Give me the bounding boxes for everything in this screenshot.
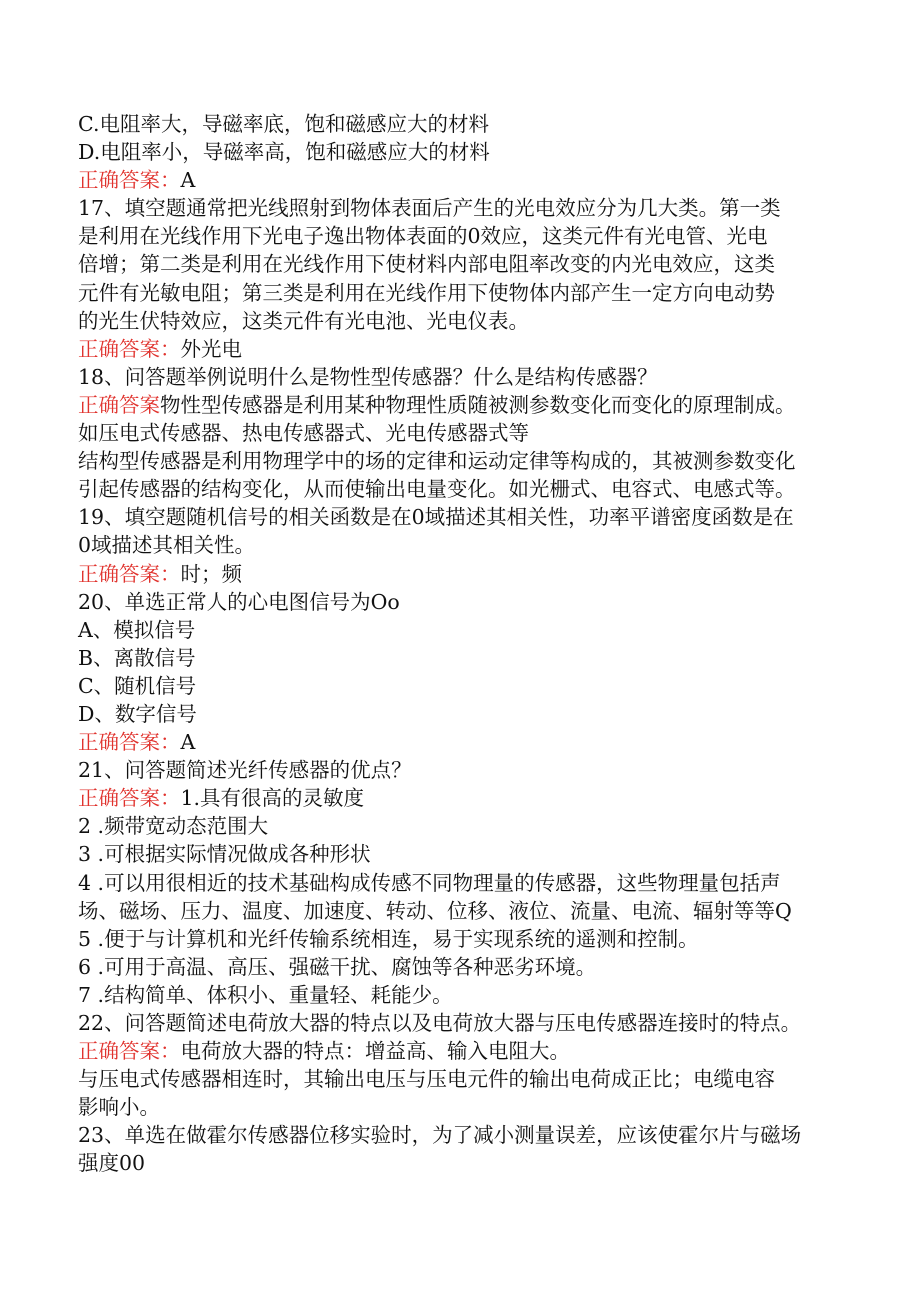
text-line: 19、填空题随机信号的相关函数是在0域描述其相关性，功率平谱密度函数是在	[78, 505, 794, 530]
text-line: 倍增；第二类是利用在光线作用下使材料内部电阻率改变的内光电效应，这类	[78, 252, 775, 277]
answer-label: 正确答案：	[78, 1039, 181, 1064]
text-line: 21、问答题简述光纤传感器的优点？	[78, 758, 412, 783]
text-line: B、离散信号	[78, 645, 196, 670]
text-line: 结构型传感器是利用物理学中的场的定律和运动定律等构成的，其被测参数变化	[78, 449, 796, 474]
text-line: 与压电式传感器相连时，其输出电压与压电元件的输出电荷成正比；电缆电容	[78, 1067, 775, 1092]
text-line: 的光生伏特效应，这类元件有光电池、光电仪表。	[78, 308, 529, 333]
text-line: 如压电式传感器、热电传感器式、光电传感器式等	[78, 421, 529, 446]
answer-text: 电荷放大器的特点：增益高、输入电阻大。	[180, 1039, 570, 1064]
answer-label: 正确答案	[78, 392, 160, 417]
document-body	[78, 110, 898, 1178]
text-line: A、模拟信号	[78, 617, 196, 642]
text-line: 5 .便于与计算机和光纤传输系统相连，易于实现系统的遥测和控制。	[78, 926, 699, 951]
text-line: 4 .可以用很相近的技术基础构成传感不同物理量的传感器，这些物理量包括声	[78, 870, 781, 895]
text-line: 3 .可根据实际情况做成各种形状	[78, 842, 371, 867]
text-line: 强度00	[78, 1151, 146, 1176]
answer-line	[78, 784, 898, 812]
answer-line	[78, 560, 898, 588]
text-line: 影响小。	[78, 1095, 160, 1120]
text-line: 2 .频带宽动态范围大	[78, 814, 269, 839]
text-line: C、随机信号	[78, 673, 197, 698]
answer-line	[78, 391, 898, 419]
text-line: 17、填空题通常把光线照射到物体表面后产生的光电效应分为几大类。第一类	[78, 196, 781, 221]
text-line: 场、磁场、压力、温度、加速度、转动、位移、液位、流量、电流、辐射等等Q	[78, 898, 792, 923]
text-line: D、数字信号	[78, 701, 197, 726]
text-line: 0域描述其相关性。	[78, 533, 256, 558]
answer-label: 正确答案：	[78, 561, 181, 586]
answer-text: 物性型传感器是利用某种物理性质随被测参数变化而变化的原理制成。	[160, 392, 796, 417]
answer-text: A	[180, 168, 196, 193]
text-line: 6 .可用于高温、高压、强磁干扰、腐蚀等各种恶劣环境。	[78, 954, 597, 979]
text-line: 23、单选在做霍尔传感器位移实验时，为了减小测量误差，应该使霍尔片与磁场	[78, 1123, 802, 1148]
text-line: 22、问答题简述电荷放大器的特点以及电荷放大器与压电传感器连接时的特点。	[78, 1011, 802, 1035]
text-line: 18、问答题举例说明什么是物性型传感器？什么是结构传感器？	[78, 364, 658, 389]
answer-line	[78, 335, 898, 363]
answer-label: 正确答案：	[78, 336, 181, 361]
answer-text: 外光电	[180, 336, 242, 361]
answer-text: A	[180, 730, 196, 755]
text-line: 20、单选正常人的心电图信号为Oo	[78, 589, 400, 614]
answer-label: 正确答案：	[78, 168, 181, 193]
text-line: 引起传感器的结构变化，从而使输出电量变化。如光栅式、电容式、电感式等。	[78, 477, 796, 502]
answer-line	[78, 1037, 898, 1065]
answer-text: 1.具有很高的灵敏度	[180, 786, 365, 811]
text-line: 是利用在光线作用下光电子逸出物体表面的0效应，这类元件有光电管、光电	[78, 224, 768, 249]
answer-line	[78, 728, 898, 756]
answer-label: 正确答案：	[78, 730, 181, 755]
text-line: C.电阻率大，导磁率底，饱和磁感应大的材料	[78, 112, 489, 136]
text-line: D.电阻率小，导磁率高，饱和磁感应大的材料	[78, 140, 490, 165]
answer-label: 正确答案：	[78, 786, 181, 811]
text-line: 元件有光敏电阻；第三类是利用在光线作用下使物体内部产生一定方向电动势	[78, 280, 775, 305]
text-line: 7 .结构简单、体积小、重量轻、耗能少。	[78, 982, 453, 1007]
answer-line	[78, 166, 898, 194]
answer-text: 时；频	[180, 561, 242, 586]
